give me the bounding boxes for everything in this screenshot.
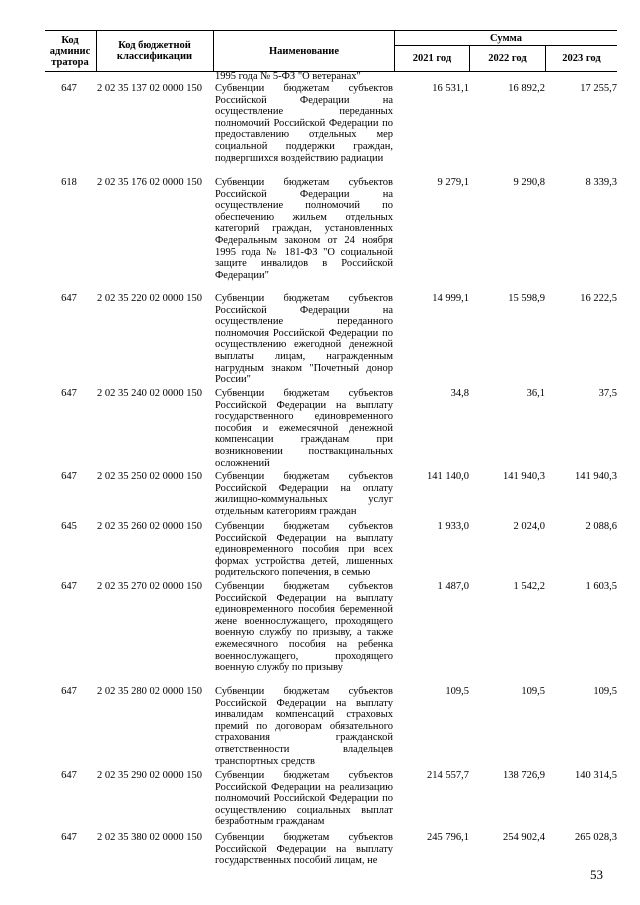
item-name: Субвенции бюджетам субъектов Российской Федерации на выплату государственного единовременного пособия и ежемесячной денежной компенсации гражданам при возникновении поствакцинальных осложнений <box>215 388 393 469</box>
admin-code: 647 <box>61 293 77 304</box>
table-row <box>45 832 617 872</box>
amount-2023: 140 314,5 <box>575 770 617 781</box>
item-name: Субвенции бюджетам субъектов Российской Федерации на выплату государственных пособий лицам, не <box>215 832 393 867</box>
amount-2023: 8 339,3 <box>585 177 617 188</box>
budget-code: 2 02 35 380 02 0000 150 <box>97 832 202 843</box>
carryover-row <box>45 71 617 83</box>
amount-2021: 14 999,1 <box>432 293 469 304</box>
table-row <box>45 770 617 832</box>
budget-table <box>45 30 617 867</box>
amount-2021: 1 487,0 <box>437 581 469 592</box>
item-name: Субвенции бюджетам субъектов Российской Федерации на выплату единовременного пособия при всех формах устройства детей, лишенных родительского попечения, в семью <box>215 521 393 579</box>
item-name: Субвенции бюджетам субъектов Российской Федерации на выплату инвалидам компенсаций страховых премий по договорам обязательного страхования гражданской ответственности владельцев транспортных средств <box>215 686 393 767</box>
item-name: Субвенции бюджетам субъектов Российской Федерации на осуществление переданного полномочия Российской Федерации по осуществлению ежегодной денежной выплаты лицам, награжденным нагрудным знаком "Почетный донор России" <box>215 293 393 386</box>
budget-code: 2 02 35 280 02 0000 150 <box>97 686 202 697</box>
admin-code: 618 <box>61 177 77 188</box>
amount-2021: 34,8 <box>450 388 469 399</box>
admin-code: 647 <box>61 770 77 781</box>
table-row <box>45 83 617 177</box>
item-name: Субвенции бюджетам субъектов Российской Федерации на реализацию полномочий Российской Федерации по осуществлению социальных выплат безработным гражданам <box>215 770 393 828</box>
admin-code: 647 <box>61 388 77 399</box>
table-body <box>45 71 617 872</box>
amount-2023: 37,5 <box>598 388 617 399</box>
page-number: 53 <box>590 867 603 882</box>
amount-2023: 109,5 <box>593 686 617 697</box>
table-row <box>45 293 617 388</box>
amount-2021: 9 279,1 <box>437 177 469 188</box>
table-row <box>45 581 617 686</box>
amount-2022: 141 940,3 <box>503 471 545 482</box>
header-budget-code: Код бюджетной классификации <box>116 40 193 62</box>
budget-code: 2 02 35 220 02 0000 150 <box>97 293 202 304</box>
item-name: Субвенции бюджетам субъектов Российской Федерации на осуществление полномочий по обеспечению жильем отдельных категорий граждан, установленных Федеральным законом от 24 ноября 1995 года № 181-ФЗ "О социальной защите инвалидов в Российской Федерации" <box>215 177 393 281</box>
budget-code: 2 02 35 260 02 0000 150 <box>97 521 202 532</box>
amount-2022: 109,5 <box>521 686 545 697</box>
budget-code: 2 02 35 137 02 0000 150 <box>97 83 202 94</box>
budget-code: 2 02 35 290 02 0000 150 <box>97 770 202 781</box>
amount-2021: 245 796,1 <box>427 832 469 843</box>
header-year-2023: 2023 год <box>562 53 601 64</box>
amount-2023: 16 222,5 <box>580 293 617 304</box>
amount-2023: 141 940,3 <box>575 471 617 482</box>
table-row <box>45 521 617 581</box>
budget-code: 2 02 35 240 02 0000 150 <box>97 388 202 399</box>
amount-2022: 9 290,8 <box>513 177 545 188</box>
header-year-2021: 2021 год <box>412 53 452 64</box>
table-row <box>45 388 617 471</box>
carryover-text: 1995 года № 5-ФЗ "О ветеранах" <box>215 71 361 82</box>
table-row <box>45 686 617 770</box>
amount-2022: 16 892,2 <box>508 83 545 94</box>
admin-code: 647 <box>61 581 77 592</box>
amount-2021: 141 140,0 <box>427 471 469 482</box>
table-row <box>45 471 617 521</box>
amount-2022: 254 902,4 <box>503 832 545 843</box>
budget-code: 2 02 35 270 02 0000 150 <box>97 581 202 592</box>
table-row <box>45 177 617 293</box>
amount-2022: 2 024,0 <box>513 521 545 532</box>
amount-2023: 17 255,7 <box>580 83 617 94</box>
amount-2021: 214 557,7 <box>427 770 469 781</box>
item-name: Субвенции бюджетам субъектов Российской Федерации на осуществление переданных полномочий Российской Федерации по предоставлению отдельных мер социальной поддержки граждан, подвергшихся воздействию радиации <box>215 83 393 164</box>
amount-2022: 15 598,9 <box>508 293 545 304</box>
item-name: Субвенции бюджетам субъектов Российской Федерации на выплату единовременного пособия беременной жене военнослужащего, проходящего военную службу по призыву, а также ежемесячного пособия на ребенка военнослужащего, проходящего военную службу по призыву <box>215 581 393 674</box>
amount-2023: 1 603,5 <box>585 581 617 592</box>
amount-2022: 138 726,9 <box>503 770 545 781</box>
budget-code: 2 02 35 176 02 0000 150 <box>97 177 202 188</box>
admin-code: 647 <box>61 471 77 482</box>
amount-2022: 1 542,2 <box>513 581 545 592</box>
admin-code: 647 <box>61 686 77 697</box>
header-sum: Сумма <box>490 32 522 44</box>
admin-code: 647 <box>61 83 77 94</box>
amount-2023: 2 088,6 <box>585 521 617 532</box>
amount-2021: 16 531,1 <box>432 83 469 94</box>
amount-2021: 109,5 <box>445 686 469 697</box>
amount-2021: 1 933,0 <box>437 521 469 532</box>
amount-2022: 36,1 <box>526 388 545 399</box>
header-admin-code: Код админис тратора <box>49 34 91 68</box>
budget-code: 2 02 35 250 02 0000 150 <box>97 471 202 482</box>
amount-2023: 265 028,3 <box>575 832 617 843</box>
header-name: Наименование <box>269 45 339 57</box>
admin-code: 645 <box>61 521 77 532</box>
admin-code: 647 <box>61 832 77 843</box>
item-name: Субвенции бюджетам субъектов Российской Федерации на оплату жилищно-коммунальных услуг отдельным категориям граждан <box>215 471 393 517</box>
table-header <box>45 30 617 72</box>
header-year-2022: 2022 год <box>488 53 527 64</box>
